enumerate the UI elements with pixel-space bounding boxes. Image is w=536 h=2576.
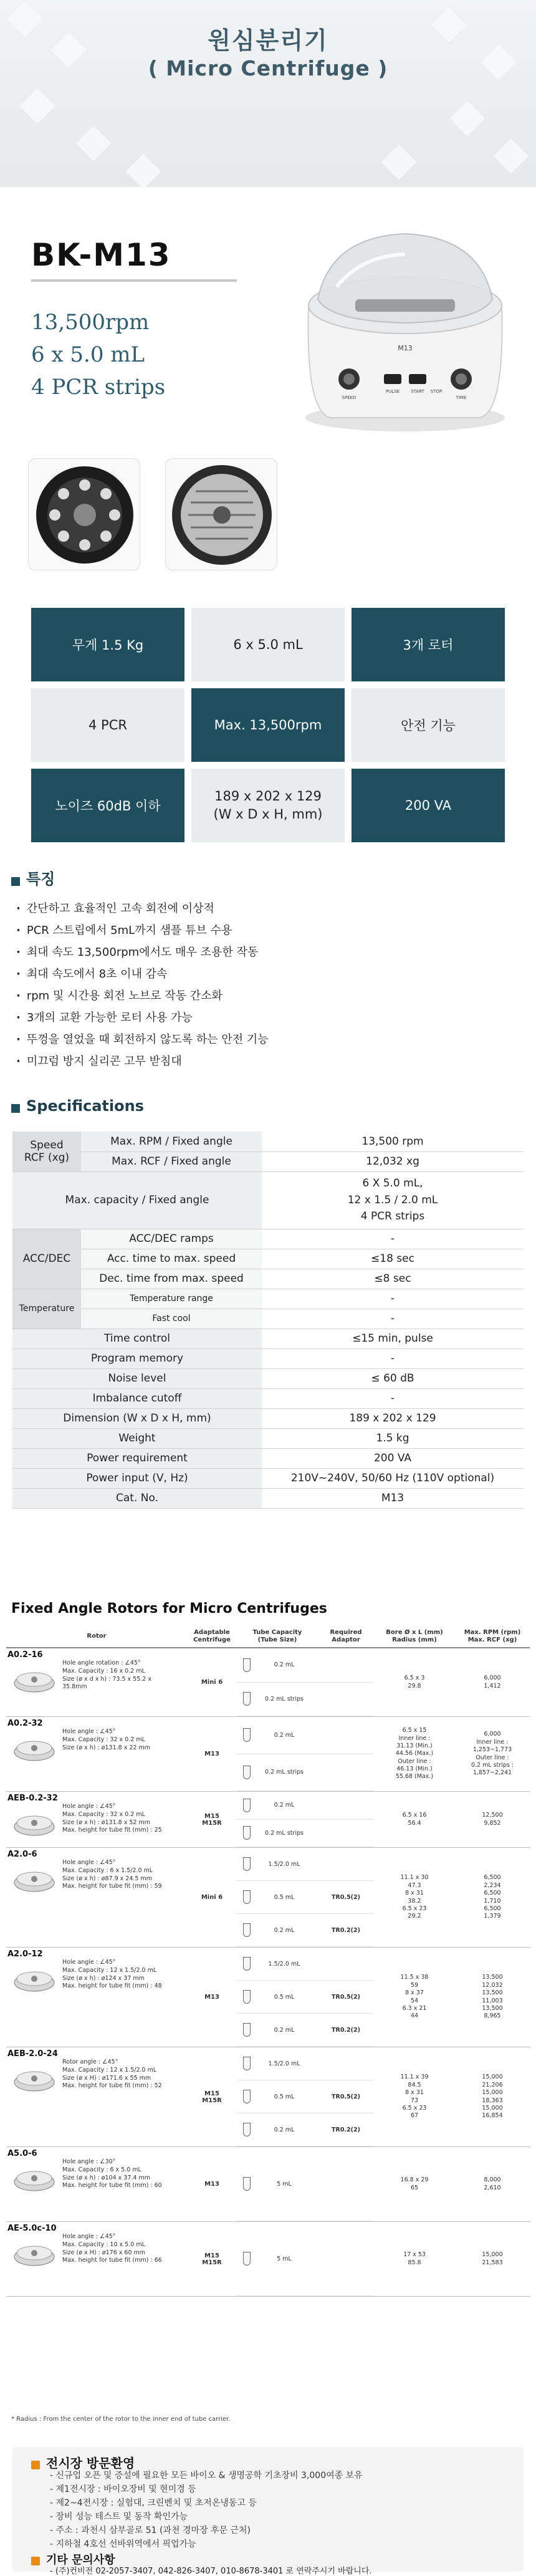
list-item: - 제1전시장 : 바이오장비 및 현미경 등 — [50, 2484, 196, 2494]
table-row — [6, 1648, 530, 1717]
tube-capacity: 0.2 mL — [274, 2126, 295, 2133]
section-bullet-icon — [11, 1104, 20, 1113]
rotor-image — [12, 1864, 56, 1895]
tube-capacity: 0.2 mL — [274, 2026, 295, 2034]
tube-row — [237, 1914, 374, 1947]
rotor-image — [12, 2064, 56, 2095]
grid-max-rpm: Max. 13,500rpm — [191, 688, 345, 762]
tube-row — [237, 1981, 374, 2014]
tube-row — [237, 2222, 374, 2296]
table-row — [6, 2047, 530, 2147]
list-item: · 3개의 교환 가능한 로터 사용 가능 — [16, 1007, 515, 1029]
tube-capacity: 0.2 mL — [274, 1802, 295, 1809]
tube-icon — [243, 1728, 251, 1742]
rotor-name: AEB-2.0-24 — [7, 2049, 58, 2059]
list-item: - 제2~4전시장 : 실험대, 크린벤치 및 초저온냉동고 등 — [50, 2498, 257, 2508]
rotor-max: 6,000 1,412 — [484, 1675, 501, 1689]
rotor-name: AE-5.0c-10 — [7, 2224, 57, 2233]
list-item: - 신규업 오픈 및 증설에 필요한 모든 바이오 & 생명공학 기초장비 3,000여종 보유 — [50, 2471, 363, 2481]
rotor-centrifuge: M13 — [204, 1751, 219, 1757]
tube-icon — [243, 2177, 251, 2191]
tube-capacity: 0.2 mL strips — [265, 1695, 304, 1703]
list-item: · 최대 속도 13,500rpm에서도 매우 조용한 작동 — [16, 941, 515, 963]
tube-adaptor: TR0.2(2) — [332, 1926, 360, 1934]
contact-heading: 기타 문의사항 — [31, 2551, 115, 2567]
rotor-max: 13,500 12,032 13,500 11,003 13,500 8,965 — [482, 1974, 503, 2020]
tube-adaptor: TR0.2(2) — [332, 2126, 360, 2133]
tube-icon — [243, 1766, 251, 1779]
table-row — [6, 1948, 530, 2047]
tube-icon — [243, 2023, 251, 2037]
panel-label-stop: STOP — [430, 389, 443, 394]
model-name: BK-M13 — [31, 237, 171, 273]
tube-row — [237, 2147, 374, 2221]
orange-bullet-icon — [31, 2557, 40, 2565]
tube-capacity: 0.2 mL — [274, 1926, 295, 1934]
tube-row — [237, 1948, 374, 1981]
tube-row — [237, 2014, 374, 2047]
list-item: · 미끄럼 방지 실리콘 고무 받침대 — [16, 1050, 515, 1072]
panel-label-pulse: PULSE — [385, 389, 400, 394]
rotor-bore: 6.5 x 15 Inner line : 31.13 (Min.) 44.56 (Max.) Outer line : 46.13 (Min.) 55.68 (Max.) — [395, 1727, 434, 1781]
tube-capacity: 0.2 mL strips — [265, 1829, 304, 1837]
tube-icon — [243, 1799, 251, 1812]
rotor-header-cell: Tube Capacity (Tube Size) — [252, 1629, 302, 1643]
rotor-description: Hole angle : ∠30° Max. Capacity : 6 x 5.0 mL Size (ø x h) : ø104 x 37.4 mm Max. height for tube fit (mm) : 60 — [62, 2158, 162, 2189]
page-subtitle: ( Micro Centrifuge ) — [148, 56, 388, 80]
showroom-list — [50, 2469, 524, 2551]
rotor-max: 6,500 2,234 6,500 1,710 6,500 1,379 — [484, 1874, 501, 1920]
rotor-centrifuge: Mini 6 — [201, 1679, 223, 1686]
tube-capacity: 0.5 mL — [274, 1993, 295, 2001]
panel-label-time: TIME — [456, 395, 467, 400]
highlight-capacity: 6 x 5.0 mL — [31, 342, 145, 367]
rotor-bore: 11.5 x 38 59 8 x 37 54 6.3 x 21 44 — [400, 1974, 429, 2020]
rotor-description: Hole angle rotation : ∠45° Max. Capacity : 16 x 0.2 mL Size (ø x d x h) : 73.5 x 55.2 x 35.8mm — [62, 1660, 151, 1691]
list-item: · rpm 및 시간용 회전 노브로 작동 간소화 — [16, 985, 515, 1007]
tube-capacity: 0.2 mL strips — [265, 1769, 304, 1776]
rotor-bore: 6.5 x 16 56.4 — [402, 1812, 427, 1827]
features-heading: 특징 — [11, 867, 55, 888]
rotor-bore: 6.5 x 3 29.8 — [404, 1675, 425, 1689]
tube-row — [237, 1754, 374, 1792]
rotor-image — [12, 1733, 56, 1764]
rotor-bore: 11.1 x 39 84.5 8 x 31 73 6.5 x 23 67 — [400, 2074, 429, 2120]
list-item: - 주소 : 과천시 삼부골로 51 (과천 경마장 후문 근처) — [50, 2526, 251, 2535]
rotor-image — [12, 2163, 56, 2194]
rotor-centrifuge: M15 M15R — [202, 1812, 222, 1827]
rotor-header-cell: Max. RPM (rpm) Max. RCF (xg) — [464, 1629, 521, 1643]
rotor-max: 15,000 21,583 — [482, 2251, 503, 2266]
grid-dimension: 189 x 202 x 129 (W x D x H, mm) — [191, 769, 345, 842]
tube-row — [237, 1648, 374, 1683]
tube-adaptor: TR0.5(2) — [332, 1893, 360, 1901]
contact-text: - (주)컨비전 02-2057-3407, 042-826-3407, 010-8678-3401 로 연락주시기 바랍니다. — [50, 2567, 372, 2576]
orange-bullet-icon — [31, 2461, 40, 2469]
rotor-table-header — [6, 1626, 530, 1648]
grid-power: 200 VA — [352, 769, 505, 842]
rotor-name: A2.0-12 — [7, 1949, 43, 1959]
rotor-thumb-1 — [28, 458, 140, 570]
rotor-header-cell: Adaptable Centrifuge — [193, 1629, 231, 1643]
tube-icon — [243, 2090, 251, 2103]
tube-row — [237, 1820, 374, 1848]
panel-label-speed: SPEED — [342, 395, 357, 400]
tube-row — [237, 1792, 374, 1820]
tube-capacity: 5 mL — [277, 2180, 292, 2188]
rotor-centrifuge: M13 — [204, 1994, 219, 2001]
rotor-bore: 17 x 53 85.8 — [403, 2251, 426, 2266]
rotor-max: 8,000 2,610 — [484, 2176, 501, 2191]
tube-icon — [243, 1923, 251, 1937]
rotor-image — [12, 1964, 56, 1995]
rotor-description: Rotor angle : ∠45° Max. Capacity : 12 x 1.5/2.0 mL Size (ø x H) : ø171.6 x 55 mm Max. height for tube fit (mm) : 52 — [62, 2059, 162, 2090]
rotor-centrifuge: M15 M15R — [202, 2090, 222, 2104]
specs-heading: Specifications — [11, 1097, 144, 1115]
list-item: · 뚜껑을 열었을 때 회전하지 않도록 하는 안전 기능 — [16, 1029, 515, 1050]
table-row — [6, 1848, 530, 1948]
panel-label-start: START — [411, 389, 424, 394]
rotor-name: A2.0-6 — [7, 1850, 37, 1859]
grid-safety: 안전 기능 — [352, 688, 505, 762]
grid-noise: 노이즈 60dB 이하 — [31, 769, 184, 842]
rotor-image — [12, 1665, 56, 1696]
rotor-name: A5.0-6 — [7, 2149, 37, 2158]
tube-icon — [243, 2123, 251, 2136]
list-item: - 지하철 4호선 선바위역에서 픽업가능 — [50, 2539, 196, 2549]
tube-icon — [243, 1857, 251, 1871]
specifications-table: Speed RCF (xg) Max. RPM / Fixed angle 13,500 rpm Max. RCF / Fixed angle 12,032 xg Max. capacity / Fixed angle 6 X 5.0 mL, 12 x 1.5 / 2.0 mL 4 PCR strips ACC/DEC ACC/DEC ramps - Acc. time to max. speed ≤18 sec Dec. time from max. speed ≤8 sec Temperature Temperature range - Fast cool - Time control ≤15 min, pulse Program memory - Noise level ≤ 60 dB Imbalance cutoff - Dimension (W x D x H, mm) 189 x 202 x 129 Weight 1.5 kg Power requirement 200 VA Power input (V, Hz) 210V~240V, 50/60 Hz (110V optional) Cat. No. M13 — [12, 1132, 524, 1509]
device-label: M13 — [398, 344, 413, 352]
rotor-description: Hole angle : ∠45° Max. Capacity : 12 x 1.5/2.0 mL Size (ø x h) : ø124 x 37 mm Max. height for tube fit (mm) : 48 — [62, 1959, 162, 1990]
rotor-table — [6, 1626, 530, 2297]
tube-capacity: 1.5/2.0 mL — [268, 1860, 300, 1868]
list-item: · 간단하고 효율적인 고속 회전에 이상적 — [16, 898, 515, 920]
list-item: · 최대 속도에서 8초 이내 감속 — [16, 963, 515, 985]
rotor-centrifuge: Mini 6 — [201, 1894, 223, 1901]
rotor-header-cell: Bore Ø x L (mm) Radius (mm) — [386, 1629, 443, 1643]
spec-group-temp: Temperature — [12, 1289, 81, 1329]
rotor-name: A0.2-16 — [7, 1650, 43, 1660]
grid-rotors: 3개 로터 — [352, 608, 505, 681]
rotor-centrifuge: M15 M15R — [202, 2252, 222, 2266]
tube-adaptor: TR0.5(2) — [332, 1993, 360, 2001]
rotor-image — [12, 2238, 56, 2269]
page-title: 원심분리기 — [208, 27, 328, 54]
section-bullet-icon — [11, 877, 20, 886]
tube-icon — [243, 1692, 251, 1706]
rotor-max: 6,000 Inner line : 1,253~1,773 Outer line : 0.2 mL strips : 1,857~2,241 — [471, 1731, 514, 1777]
list-item: - 장비 성능 테스트 및 동작 확인가능 — [50, 2512, 188, 2522]
rotor-name: AEB-0.2-32 — [7, 1794, 58, 1803]
highlight-speed: 13,500rpm — [31, 310, 150, 335]
table-row — [6, 2147, 530, 2222]
table-row — [6, 1717, 530, 1792]
tube-capacity: 0.5 mL — [274, 2093, 295, 2100]
rotor-centrifuge: M13 — [204, 2181, 219, 2188]
tube-adaptor: TR0.5(2) — [332, 2093, 360, 2100]
tube-capacity: 0.2 mL — [274, 1661, 295, 1669]
rotor-max: 15,000 21,206 15,000 18,363 15,000 16,854 — [482, 2074, 503, 2120]
list-item: · PCR 스트립에서 5mL까지 샘플 튜브 수용 — [16, 920, 515, 941]
rotor-header-cell: Required Adaptor — [330, 1629, 362, 1643]
highlight-pcr: 4 PCR strips — [31, 375, 166, 400]
tube-row — [237, 1848, 374, 1881]
rotor-description: Hole angle : ∠45° Max. Capacity : 32 x 0.2 mL Size (ø x h) : ø131.8 x 22 mm — [62, 1728, 150, 1751]
showroom-heading: 전시장 방문환영 — [31, 2453, 135, 2471]
tube-icon — [243, 1826, 251, 1840]
spec-group-speed: Speed RCF (xg) — [12, 1132, 81, 1171]
rotor-footnote: * Radius : From the center of the rotor to the inner end of tube carrier. — [11, 2416, 231, 2423]
tube-adaptor: TR0.2(2) — [332, 2026, 360, 2034]
rotor-thumb-2 — [165, 458, 277, 570]
rotor-name: A0.2-32 — [7, 1719, 43, 1728]
tube-row — [237, 2047, 374, 2080]
rotors-heading: Fixed Angle Rotors for Micro Centrifuges — [11, 1601, 327, 1617]
rotor-bore: 16.8 x 29 65 — [400, 2176, 429, 2191]
tube-row — [237, 2113, 374, 2146]
tube-icon — [243, 1890, 251, 1904]
tube-capacity: 0.5 mL — [274, 1893, 295, 1901]
rotor-header-cell: Rotor — [87, 1633, 107, 1640]
tube-icon — [243, 2057, 251, 2070]
tube-icon — [243, 2252, 251, 2266]
grid-capacity: 6 x 5.0 mL — [191, 608, 345, 681]
tube-row — [237, 2080, 374, 2113]
rotor-description: Hole angle : ∠45° Max. Capacity : 6 x 1.5/2.0 mL Size (ø x h) : ø87.9 x 24.5 mm Max. height for tube fit (mm) : 59 — [62, 1859, 162, 1890]
rotor-max: 12,500 9,852 — [482, 1812, 503, 1827]
tube-capacity: 0.2 mL — [274, 1731, 295, 1739]
tube-row — [237, 1683, 374, 1717]
rotor-bore: 11.1 x 30 47.3 8 x 31 38.2 6.5 x 23 29.2 — [400, 1874, 429, 1920]
table-row — [6, 2222, 530, 2297]
rotor-description: Hole angle : ∠45° Max. Capacity : 10 x 5.0 mL Size (ø x H) : ø176 x 60 mm Max. height for tube fit (mm) : 66 — [62, 2233, 162, 2264]
tube-row — [237, 1717, 374, 1754]
tube-capacity: 5 mL — [277, 2255, 292, 2262]
table-row — [6, 1792, 530, 1848]
features-list — [16, 898, 515, 1072]
tube-row — [237, 1881, 374, 1914]
rotor-description: Hole angle : ∠45° Max. Capacity : 32 x 0.2 mL Size (ø x h) : ø131.8 x 52 mm Max. height for tube fit (mm) : 25 — [62, 1803, 162, 1834]
tube-icon — [243, 1990, 251, 2004]
grid-pcr: 4 PCR — [31, 688, 184, 762]
grid-weight: 무게 1.5 Kg — [31, 608, 184, 681]
tube-capacity: 1.5/2.0 mL — [268, 1960, 300, 1968]
rotor-image — [12, 1808, 56, 1839]
centrifuge-image — [293, 212, 517, 461]
tube-capacity: 1.5/2.0 mL — [268, 2060, 300, 2067]
tube-icon — [243, 1658, 251, 1672]
tube-icon — [243, 1957, 251, 1971]
spec-group-acc: ACC/DEC — [12, 1229, 81, 1289]
model-underline — [31, 279, 237, 282]
